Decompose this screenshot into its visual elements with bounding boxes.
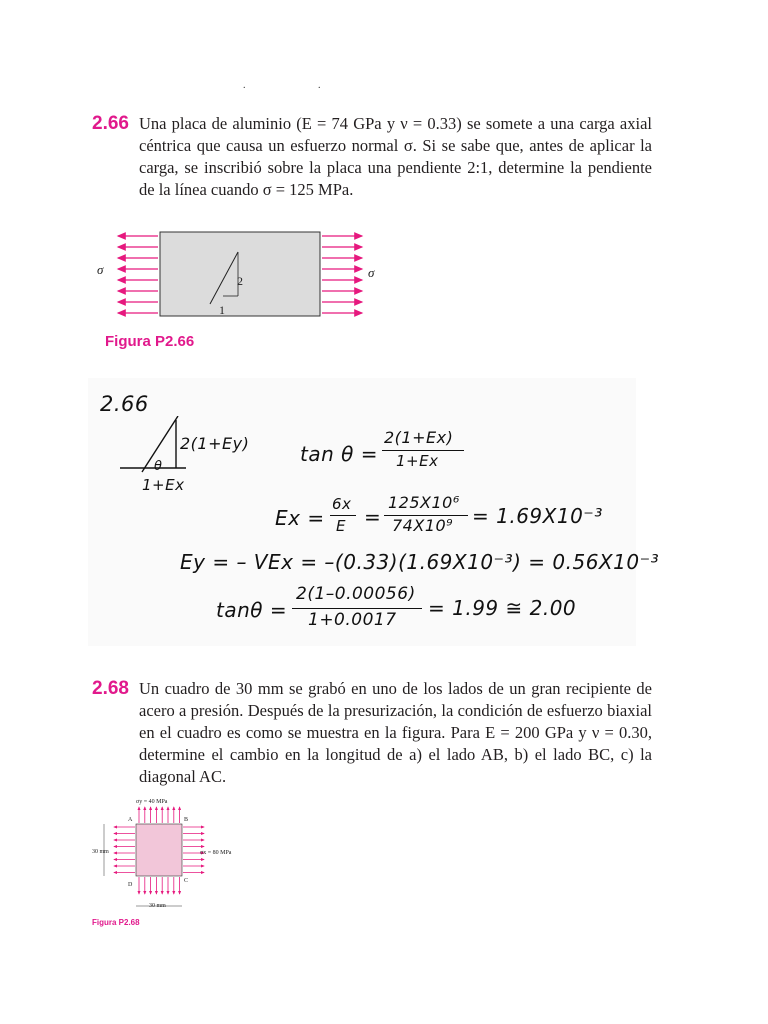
- tan-theta-final-numerator: 2(1–0.00056): [296, 584, 416, 604]
- corner-b-label: B: [184, 817, 189, 823]
- epsilon-y-line: Ey = – VEx = –(0.33)(1.69X10⁻³) = 0.56X10⁻³: [180, 550, 660, 574]
- fraction-bar: [382, 450, 464, 451]
- stressed-square: [136, 824, 182, 876]
- right-stress-arrows: [322, 236, 362, 313]
- triangle-angle-label: θ: [154, 459, 163, 474]
- equals-sign: =: [364, 505, 382, 529]
- tan-theta-denominator: 1+Ex: [396, 452, 439, 470]
- tan-theta-final-denominator: 1+0.0017: [308, 610, 397, 630]
- sigma-right-label: σ: [368, 265, 375, 280]
- solution-triangle: [118, 416, 188, 476]
- tan-theta-final-lhs: tanθ =: [216, 598, 288, 622]
- stress-value-numerator: 125X10⁶: [388, 493, 460, 512]
- sigma-x-numerator: 6x: [332, 495, 352, 513]
- stray-mark: .: [243, 80, 246, 91]
- triangle-base-label: 1+Ex: [142, 476, 185, 494]
- figure-p2-66: [92, 222, 392, 322]
- solution-heading: 2.66: [100, 392, 149, 416]
- triangle-vertical-label: 2(1+Ey): [180, 434, 250, 453]
- tan-theta-numerator: 2(1+Ex): [384, 428, 454, 447]
- problem-2-66: [92, 113, 652, 201]
- problem-text: Un cuadro de 30 mm se grabó en uno de los lados de un gran recipiente de acero a presión. Después de la presurización, la condición de esfuerzo biaxial en el cuadro es como se muestra en la figura. Para E = 200 GPa y ν = 0.30, determine el cambio en la longitud de a) el lado AB, b) el lado BC, c) la diagonal AC.: [139, 679, 652, 786]
- top-stress-arrows: [139, 807, 180, 823]
- corner-d-label: D: [128, 882, 133, 888]
- sigma-x-label: σx = 80 MPa: [200, 850, 232, 856]
- fraction-bar: [330, 515, 356, 516]
- tan-theta-final-result: = 1.99 ≅ 2.00: [428, 596, 577, 620]
- corner-c-label: C: [184, 878, 189, 884]
- horizontal-dimension-label: 30 mm: [149, 903, 166, 909]
- figure-caption-p2-66: Figura P2.66: [105, 333, 195, 350]
- left-stress-arrows: [118, 236, 158, 313]
- problem-number: 2.68: [92, 678, 129, 699]
- corner-a-label: A: [128, 817, 133, 823]
- vertical-dimension-label: 30 mm: [92, 849, 109, 855]
- slope-run-label: 1: [219, 303, 225, 317]
- epsilon-x-result: = 1.69X10⁻³: [472, 504, 603, 528]
- figure-caption-p2-68: Figura P2.68: [92, 918, 140, 927]
- sigma-left-label: σ: [97, 262, 104, 277]
- left-stress-arrows: [114, 827, 135, 873]
- problem-number: 2.66: [92, 113, 129, 134]
- tan-theta-lhs: tan θ =: [300, 442, 378, 466]
- handwritten-solution: [88, 378, 660, 646]
- stray-mark: .: [318, 80, 321, 91]
- slope-rise-label: 2: [237, 274, 243, 288]
- problem-text: Una placa de aluminio (E = 74 GPa y ν = 0.33) se somete a una carga axial céntrica que causa un esfuerzo normal σ. Si se sabe que, antes de aplicar la carga, se inscribió sobre la placa una pendiente 2:1, determine la pendiente de la línea cuando σ = 125 MPa.: [139, 114, 652, 199]
- problem-2-68: [92, 678, 652, 788]
- bottom-stress-arrows: [139, 877, 180, 894]
- epsilon-x-lhs: Ex =: [275, 506, 325, 530]
- sigma-y-label: σy = 40 MPa: [136, 799, 168, 805]
- modulus-denominator: E: [336, 517, 346, 535]
- modulus-value-denominator: 74X10⁹: [392, 516, 454, 535]
- figure-p2-68: [92, 796, 252, 916]
- fraction-bar: [292, 608, 422, 609]
